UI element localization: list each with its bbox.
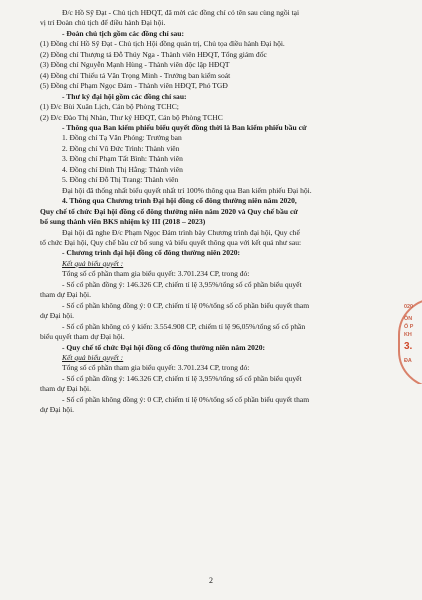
- text-line: (5) Đồng chí Phạm Ngọc Đảm - Thành viên HĐQT, Phó TGĐ: [40, 81, 228, 91]
- text-line: 4. Thông qua Chương trình Đại hội đồng cổ đông thường niên năm 2020,: [62, 196, 297, 206]
- text-line: (3) Đồng chí Nguyễn Mạnh Hùng - Thành viên độc lập HĐQT: [40, 60, 230, 70]
- text-line: 4. Đồng chí Đinh Thị Hằng: Thành viên: [62, 164, 183, 174]
- text-line: Đại hội đã thống nhất biểu quyết nhất trí 100% thông qua Ban kiểm phiếu Đại hội.: [62, 185, 312, 195]
- text-line: 3. Đồng chí Phạm Tất Bình: Thành viên: [62, 154, 183, 164]
- text-line: tham dự Đại hội.: [40, 290, 92, 300]
- stamp-text: 3.: [404, 341, 413, 352]
- text-line: - Số cổ phần đồng ý: 146.326 CP, chiếm tỉ lệ 3,95%/tổng số cổ phần biểu quyết: [62, 373, 302, 383]
- text-line: (1) Đồng chí Hồ Sỹ Đạt - Chủ tịch Hội đồng quản trị, Chủ tọa điều hành Đại hội.: [40, 39, 285, 49]
- text-line: 1. Đồng chí Tạ Văn Phóng: Trưởng ban: [62, 133, 182, 143]
- text-line: (4) Đồng chí Thiếu tá Văn Trọng Minh - Trưởng ban kiểm soát: [40, 70, 231, 80]
- text-line: 2. Đồng chí Vũ Đức Trình: Thành viên: [62, 143, 180, 153]
- text-line: dự Đại hội.: [40, 311, 75, 321]
- stamp-text: 020: [404, 304, 413, 310]
- text-line: - Quy chế tổ chức Đại hội đồng cổ đông thường niên năm 2020:: [62, 342, 265, 352]
- text-line: Đại hội đã nghe Đ/c Phạm Ngọc Đảm trình bày Chương trình đại hội, Quy chế: [62, 227, 300, 237]
- text-line: - Số cổ phần không đồng ý: 0 CP, chiếm tỉ lệ 0%/tổng số cổ phần biểu quyết tham: [62, 394, 310, 404]
- text-line: (1) Đ/c Bùi Xuân Lịch, Cán bộ Phòng TCHC;: [40, 102, 179, 112]
- text-line: bổ sung thành viên BKS nhiệm kỳ III (2018 – 2023): [40, 217, 206, 227]
- text-line: Tổng số cổ phần tham gia biểu quyết: 3.701.234 CP, trong đó:: [62, 363, 250, 373]
- text-line: biểu quyết tham dự Đại hội.: [40, 332, 125, 342]
- text-line: (2) Đồng chí Thượng tá Đỗ Thúy Nga - Thành viên HĐQT, Tổng giám đốc: [40, 49, 267, 59]
- text-line: - Đoàn chủ tịch gồm các đồng chí sau:: [62, 28, 185, 38]
- text-line: vị trí Đoàn chủ tịch để điều hành Đại hội.: [40, 18, 166, 28]
- text-line: Tổng số cổ phần tham gia biểu quyết: 3.701.234 CP, trong đó:: [62, 269, 250, 279]
- text-line: - Số cổ phần không đồng ý: 0 CP, chiếm tỉ lệ 0%/tổng số cổ phần biểu quyết tham: [62, 300, 310, 310]
- text-line: (2) Đ/c Đào Thị Nhàn, Thư ký HĐQT, Cán bộ Phòng TCHC: [40, 112, 223, 122]
- text-line: tham dự Đại hội.: [40, 384, 92, 394]
- text-line: - Số cổ phần đồng ý: 146.326 CP, chiếm tỉ lệ 3,95%/tổng số cổ phần biểu quyết: [62, 279, 302, 289]
- text-line: Đ/c Hồ Sỹ Đạt - Chủ tịch HĐQT, đã mời các đồng chí có tên sau cùng ngồi tại: [62, 8, 300, 17]
- text-line: dự Đại hội.: [40, 405, 75, 415]
- text-line: Quy chế tổ chức Đại hội đồng cổ đông thường niên năm 2020 và Quy chế bầu cử: [40, 206, 298, 216]
- text-line: - Thông qua Ban kiểm phiếu biểu quyết đồng thời là Ban kiểm phiếu bầu cử: [62, 122, 307, 132]
- text-line: - Thư ký đại hội gồm các đồng chí sau:: [62, 91, 187, 101]
- text-line: - Chương trình đại hội đồng cổ đông thường niên 2020:: [62, 248, 241, 258]
- stamp-text: Ố P: [404, 324, 414, 330]
- page-number: 2: [209, 576, 213, 585]
- text-line: Kết quả biểu quyết :: [62, 352, 124, 362]
- text-line: tổ chức Đại hội, Quy chế bầu cử bổ sung và biểu quyết thông qua với kết quả như sau:: [40, 237, 302, 247]
- text-line: Kết quả biểu quyết :: [62, 258, 124, 268]
- stamp-text: ÔN: [404, 316, 413, 322]
- text-line: 5. Đồng chí Đỗ Thị Trang: Thành viên: [62, 175, 179, 185]
- red-stamp: [396, 298, 422, 384]
- text-line: - Số cổ phần không có ý kiến: 3.554.908 CP, chiếm tỉ lệ 96,05%/tổng số cổ phần: [62, 321, 306, 331]
- stamp-text: KH: [404, 332, 412, 338]
- document-body: [40, 8, 380, 416]
- stamp-text: ĐA: [404, 358, 412, 364]
